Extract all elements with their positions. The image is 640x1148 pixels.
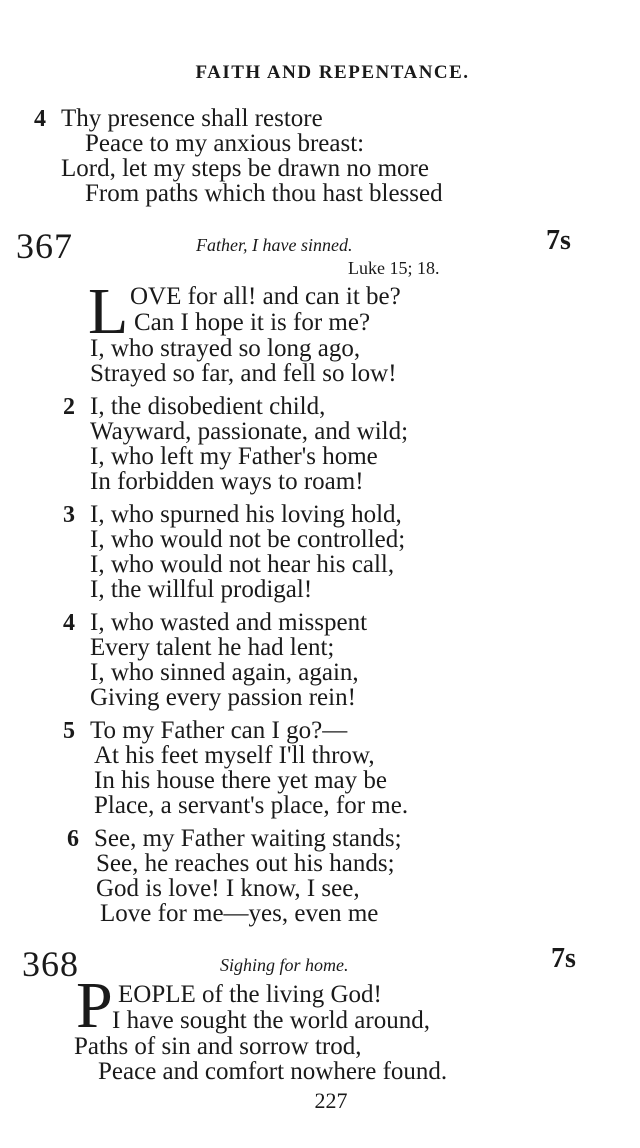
section-header: FAITH AND REPENTANCE.	[195, 62, 470, 83]
verse-line: Peace to my anxious breast:	[85, 130, 365, 157]
verse-number: 5	[63, 718, 75, 744]
verse-line: I, who spurned his loving hold,	[90, 501, 402, 528]
verse-line: God is love! I know, I see,	[96, 875, 360, 902]
verse-number: 4	[34, 106, 46, 132]
verse-line: At his feet myself I'll throw,	[94, 742, 375, 769]
verse-line: Lord, let my steps be drawn no more	[61, 155, 429, 182]
verse-line: EOPLE of the living God!	[118, 981, 382, 1008]
hymn-meter: 7s	[551, 943, 576, 974]
hymn-number: 367	[16, 226, 73, 266]
verse-line: I, the willful prodigal!	[90, 576, 313, 603]
hymn-title: Sighing for home.	[220, 955, 349, 975]
verse-line: Giving every passion rein!	[90, 684, 356, 711]
verse-line: Wayward, passionate, and wild;	[90, 418, 409, 445]
verse-line: Love for me—yes, even me	[100, 900, 379, 927]
verse-line: I, who would not be controlled;	[90, 526, 406, 553]
verse-line: Peace and comfort nowhere found.	[98, 1058, 448, 1085]
scripture-reference: Luke 15; 18.	[348, 258, 440, 278]
verse-line: Paths of sin and sorrow trod,	[74, 1033, 362, 1060]
drop-cap: L	[88, 275, 129, 348]
verse-line: Strayed so far, and fell so low!	[90, 360, 397, 387]
page-number: 227	[314, 1088, 348, 1113]
verse-line: In forbidden ways to roam!	[90, 468, 364, 495]
verse-number: 4	[63, 610, 75, 636]
hymn-meter: 7s	[546, 225, 571, 256]
verse-line: I, who left my Father's home	[90, 443, 378, 470]
verse-number: 3	[63, 502, 75, 528]
verse-line: Place, a servant's place, for me.	[94, 792, 409, 819]
hymn-title: Father, I have sinned.	[196, 235, 353, 255]
verse-line: I, who sinned again, again,	[90, 659, 359, 686]
verse-number: 6	[67, 826, 79, 852]
verse-line: In his house there yet may be	[94, 767, 387, 794]
verse-line: Can I hope it is for me?	[134, 309, 371, 336]
verse-line: I have sought the world around,	[112, 1007, 430, 1034]
verse-line: OVE for all! and can it be?	[130, 283, 401, 310]
verse-line: From paths which thou hast blessed	[85, 180, 443, 207]
verse-line: I, who strayed so long ago,	[90, 335, 361, 362]
verse-line: I, who would not hear his call,	[90, 551, 395, 578]
hymn-number: 368	[22, 944, 79, 984]
verse-line: I, who wasted and misspent	[90, 609, 368, 636]
verse-line: See, my Father waiting stands;	[94, 825, 402, 852]
verse-line: See, he reaches out his hands;	[96, 850, 395, 877]
drop-cap: P	[76, 969, 113, 1042]
verse-line: To my Father can I go?—	[90, 717, 348, 744]
verse-line: Every talent he had lent;	[90, 634, 335, 661]
verse-line: Thy presence shall restore	[61, 105, 323, 132]
verse-number: 2	[63, 394, 75, 420]
verse-line: I, the disobedient child,	[90, 393, 326, 420]
